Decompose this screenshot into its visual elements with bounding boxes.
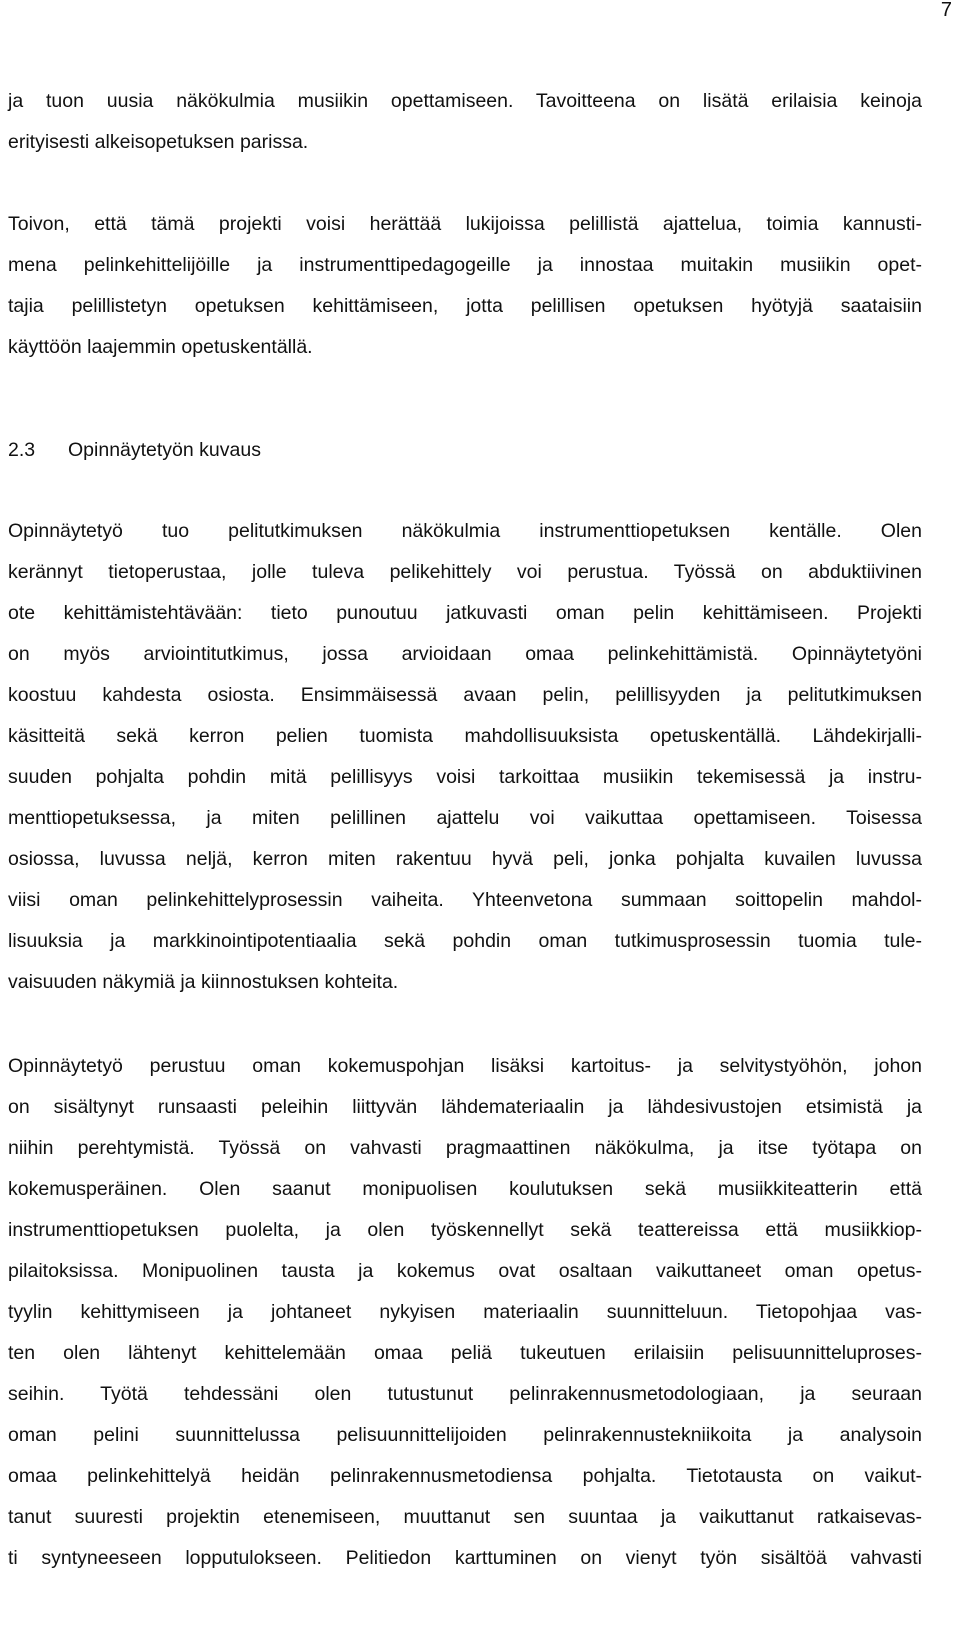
text-line: on myös arviointitutkimus, jossa arvioidaan omaa pelinkehittämistä. Opinnäytetyöni [8, 643, 922, 665]
text-line: niihin perehtymistä. Työssä on vahvasti pragmaattinen näkökulma, ja itse työtapa on [8, 1137, 922, 1159]
text-line: tajia pelillistetyn opetuksen kehittämiseen, jotta pelillisen opetuksen hyötyjä saataisiin [8, 295, 922, 317]
text-line: lisuuksia ja markkinointipotentiaalia sekä pohdin oman tutkimusprosessin tuomia tule- [8, 930, 922, 952]
text-line: suuden pohjalta pohdin mitä pelillisyys voisi tarkoittaa musiikin tekemisessä ja instru- [8, 766, 922, 788]
text-line: pilaitoksissa. Monipuolinen tausta ja kokemus ovat osaltaan vaikuttaneet oman opetus- [8, 1260, 922, 1282]
text-line: seihin. Työtä tehdessäni olen tutustunut pelinrakennusmetodologiaan, ja seuraan [8, 1383, 922, 1405]
text-line: instrumenttiopetuksen puolelta, ja olen työskennellyt sekä teattereissa että musiikkiop- [8, 1219, 922, 1241]
text-line: ja tuon uusia näkökulmia musiikin opettamiseen. Tavoitteena on lisätä erilaisia keinoja [8, 90, 922, 112]
section-heading [8, 438, 261, 462]
text-line: on sisältynyt runsaasti peleihin liittyvän lähdemateriaalin ja lähdesivustojen etsimistä ja [8, 1096, 922, 1118]
text-line: kokemusperäinen. Olen saanut monipuolisen koulutuksen sekä musiikkiteatterin että [8, 1178, 922, 1200]
text-line: ten olen lähtenyt kehittelemään omaa peliä tukeutuen erilaisiin pelisuunnitteluproses- [8, 1342, 922, 1364]
text-line: käsitteitä sekä kerron pelien tuomista mahdollisuuksista opetuskentällä. Lähdekirjalli- [8, 725, 922, 747]
text-line: Toivon, että tämä projekti voisi herättää lukijoissa pelillistä ajattelua, toimia kannusti- [8, 213, 922, 235]
text-line: mena pelinkehittelijöille ja instrumenttipedagogeille ja innostaa muitakin musiikin opet- [8, 254, 922, 276]
text-line: kerännyt tietoperustaa, jolle tuleva pelikehittely voi perustua. Työssä on abduktiivinen [8, 561, 922, 583]
text-line: ote kehittämistehtävään: tieto punoutuu jatkuvasti oman pelin kehittämiseen. Projekti [8, 602, 922, 624]
text-line: ti syntyneeseen lopputulokseen. Pelitiedon karttuminen on vienyt työn sisältöä vahvasti [8, 1547, 922, 1569]
text-line: vaisuuden näkymiä ja kiinnostuksen kohteita. [8, 971, 399, 993]
text-line: tanut suuresti projektin etenemiseen, muuttanut sen suuntaa ja vaikuttanut ratkaisevas- [8, 1506, 922, 1528]
section-number: 2.3 [8, 439, 36, 461]
text-line: Opinnäytetyö perustuu oman kokemuspohjan lisäksi kartoitus- ja selvitystyöhön, johon [8, 1055, 922, 1077]
text-line: käyttöön laajemmin opetuskentällä. [8, 336, 313, 358]
text-line: omaa pelinkehittelyä heidän pelinrakennusmetodiensa pohjalta. Tietotausta on vaikut- [8, 1465, 922, 1487]
page-number: 7 [940, 0, 952, 21]
text-line: Opinnäytetyö tuo pelitutkimuksen näkökulmia instrumenttiopetuksen kentälle. Olen [8, 520, 922, 542]
text-line: oman pelini suunnittelussa pelisuunnittelijoiden pelinrakennustekniikoita ja analysoin [8, 1424, 922, 1446]
text-line: erityisesti alkeisopetuksen parissa. [8, 131, 309, 153]
text-line: tyylin kehittymiseen ja johtaneet nykyisen materiaalin suunnitteluun. Tietopohjaa vas- [8, 1301, 922, 1323]
text-line: koostuu kahdesta osiosta. Ensimmäisessä avaan pelin, pelillisyyden ja pelitutkimuksen [8, 684, 922, 706]
text-line: viisi oman pelinkehittelyprosessin vaiheita. Yhteenvetona summaan soittopelin mahdol- [8, 889, 922, 911]
section-title: Opinnäytetyön kuvaus [68, 439, 261, 461]
text-line: osiossa, luvussa neljä, kerron miten rakentuu hyvä peli, jonka pohjalta kuvailen luvussa [8, 848, 922, 870]
text-line: menttiopetuksessa, ja miten pelillinen ajattelu voi vaikuttaa opettamiseen. Toisessa [8, 807, 922, 829]
